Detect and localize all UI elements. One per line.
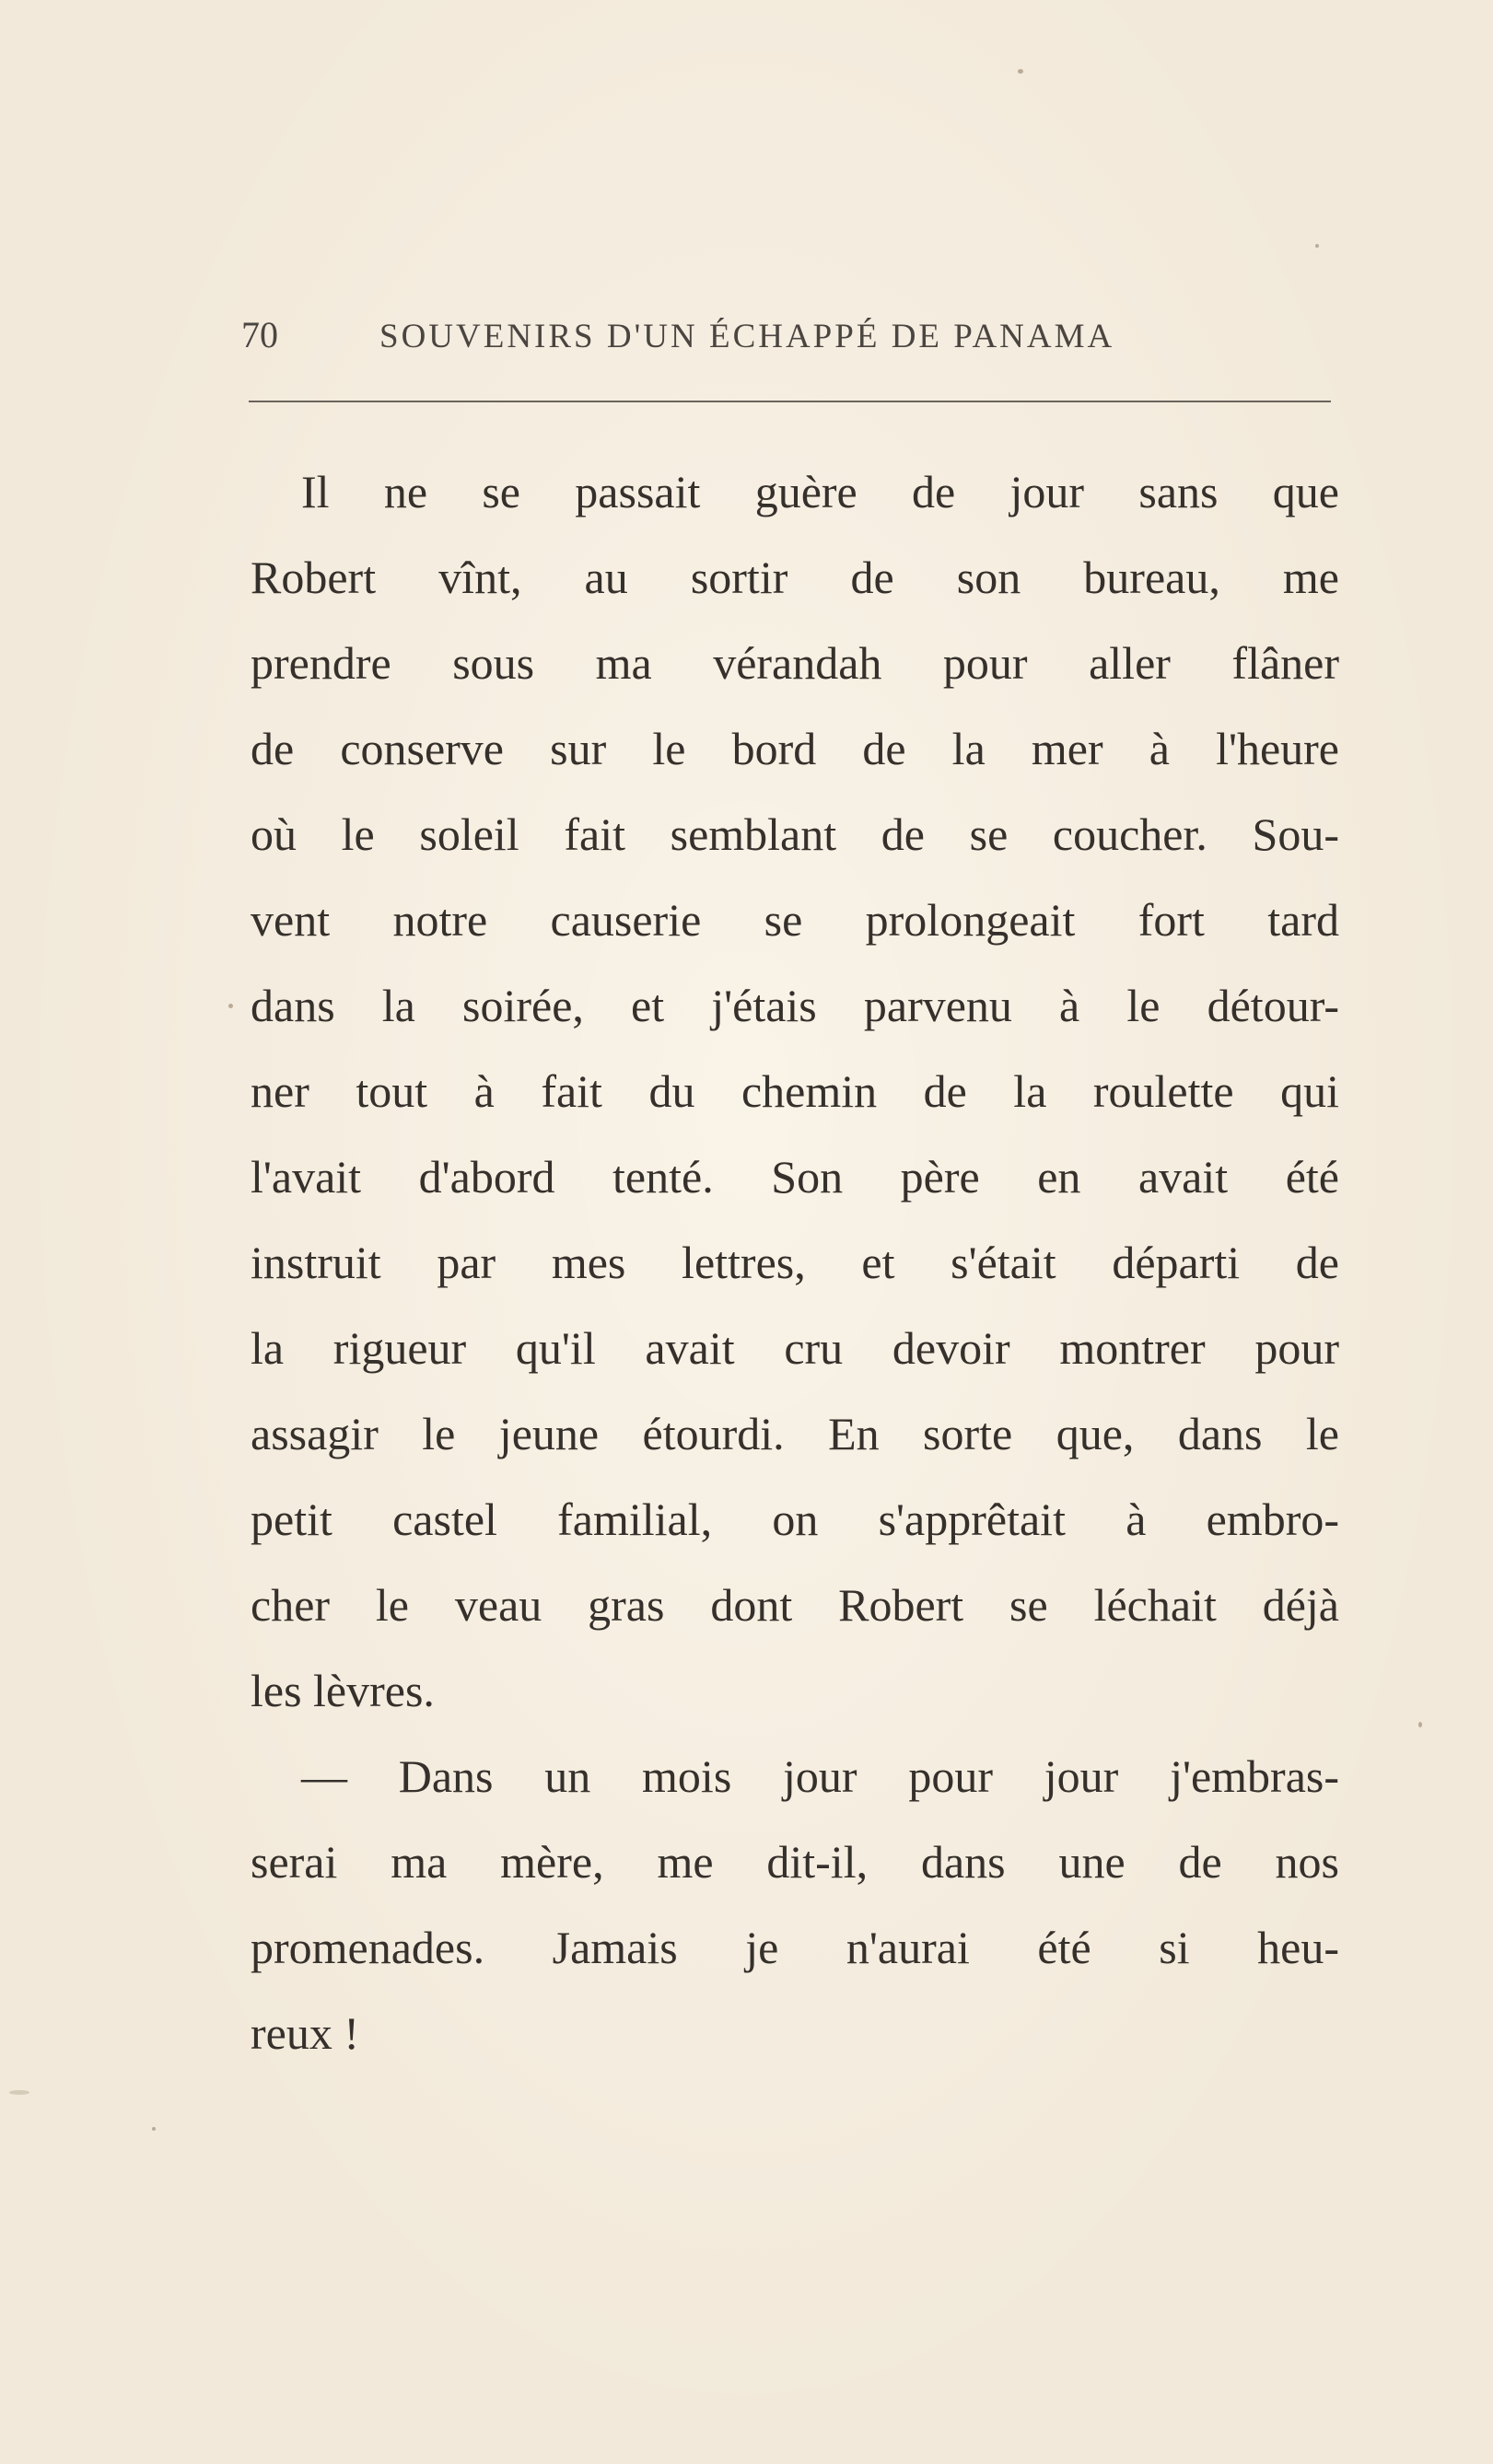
page-number: 70 — [241, 314, 278, 355]
text-line: — Dans un mois jour pour jour j'embras- — [301, 1750, 1339, 1802]
text-line: vent notre causerie se prolongeait fort tard — [251, 894, 1339, 946]
paper-speck — [1418, 1722, 1422, 1727]
paper-speck — [1315, 244, 1319, 248]
text-line: ner tout à fait du chemin de la roulette qui — [251, 1065, 1339, 1117]
text-line: cher le veau gras dont Robert se léchait déjà — [251, 1579, 1339, 1631]
paragraph — [251, 449, 1339, 1734]
text-line: prendre sous ma vérandah pour aller flâner — [251, 637, 1339, 689]
paper-speck — [9, 2090, 29, 2095]
text-line: de conserve sur le bord de la mer à l'heure — [251, 723, 1339, 774]
paper-speck — [152, 2127, 156, 2131]
text-line: assagir le jeune étourdi. En sorte que, dans le — [251, 1408, 1339, 1459]
text-line: instruit par mes lettres, et s'était départi de — [251, 1237, 1339, 1288]
running-header — [241, 313, 1199, 368]
text-line: les lèvres. — [251, 1665, 435, 1716]
text-line: promenades. Jamais je n'aurai été si heu- — [251, 1922, 1339, 1973]
text-line: la rigueur qu'il avait cru devoir montrer pour — [251, 1322, 1339, 1374]
header-rule — [249, 401, 1331, 402]
text-line: Il ne se passait guère de jour sans que — [301, 466, 1339, 517]
body-text — [251, 449, 1339, 2076]
paragraph — [251, 1734, 1339, 2076]
running-title: SOUVENIRS D'UN ÉCHAPPÉ DE PANAMA — [379, 318, 1115, 355]
text-line: reux ! — [251, 2007, 359, 2059]
text-line: où le soleil fait semblant de se coucher. Sou- — [251, 808, 1339, 860]
text-line: serai ma mère, me dit-il, dans une de nos — [251, 1836, 1339, 1888]
paper-speck — [228, 1004, 233, 1008]
text-line: dans la soirée, et j'étais parvenu à le détour- — [251, 980, 1339, 1031]
text-line: Robert vînt, au sortir de son bureau, me — [251, 552, 1339, 603]
text-line: petit castel familial, on s'apprêtait à embro- — [251, 1494, 1339, 1545]
paper-speck — [1018, 69, 1023, 74]
text-line: l'avait d'abord tenté. Son père en avait été — [251, 1151, 1339, 1203]
